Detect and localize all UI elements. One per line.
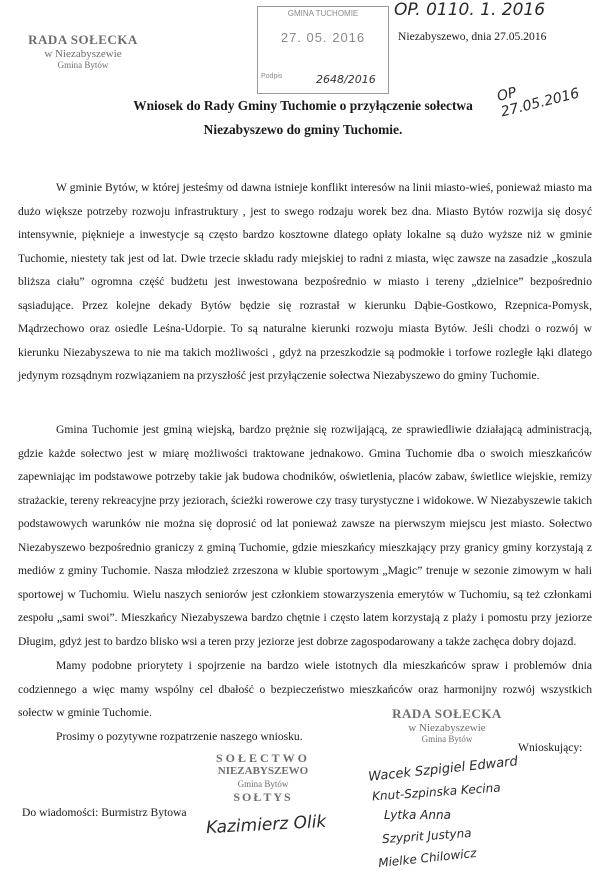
stamp-line-2: w Niezabyszewie — [408, 722, 486, 734]
body-paragraph-1: W gminie Bytów, w której jesteśmy od dawna istnieje konflikt interesów na linii miasto-wieś, ponieważ miasto ma dużo większe potrzeby rozwoju infrastruktury , jest to swego rodzaju worek bez dna. Miasto Bytów rozwija się dosyć intensywnie, pięknieje a inwestycje są często bardzo kosztowne dlatego opłaty lokalne są dużo wyższe niż w gminie Tuchomie, niestety tak jest od lat. Dwie trzecie składu rady miejskiej to radni z miasta, więc zawsze na zasadzie „koszula bliższa ciału” ogromna część budżetu jest inwestowana bezpośrednio w miasto i tereny „dzielnice” bezpośrednio sąsiadujące. Przez kolejne dekady Bytów będzie się rozrastał w kierunku Dąbie-Gostkowo, Rzepnica-Pomysk, Mądrzechowo oraz osiedle Leśna-Udorpie. To są naturalne kierunki rozwoju miasta Bytów. Jeśli chodzi o rozwój w kierunku Niezabyszewa to nie ma takich możliwości , gdyż na przeszkodzie są podmokłe i torfowe rozległe łąki dlatego jedynym rozsądnym rozwiązaniem na przyszłość jest przyłączenie sołectwa Niezabyszewo do gminy Tuchomie. — [18, 181, 592, 382]
body-paragraph-4: Prosimy o pozytywne rozpatrzenie naszego wniosku. — [56, 730, 303, 743]
handwritten-ref-side: OP 27.05.2016 — [495, 84, 581, 121]
handwritten-ref-top: OP. 0110. 1. 2016 — [394, 0, 546, 20]
reg-label: Podpis — [261, 73, 283, 80]
soltys-line-2: NIEZABYSZEWO — [217, 765, 309, 777]
soltys-signature: Kazimierz Olik — [205, 811, 327, 839]
soltys-line-4: SOŁTYS — [233, 790, 293, 804]
signature-5: Mielke Chilowicz — [377, 845, 478, 871]
place-date: Niezabyszewo, dnia 27.05.2016 — [398, 30, 547, 43]
signature-4: Szyprit Justyna — [381, 825, 472, 847]
signature-2: Knut-Szpinska Kecina — [371, 780, 502, 804]
do-wiadomosci: Do wiadomości: Burmistrz Bytowa — [22, 806, 187, 819]
signature-1: Wacek Szpigiel Edward — [367, 754, 519, 785]
soltys-stamp — [198, 752, 328, 804]
reg-number: 2648/2016 — [316, 73, 376, 86]
reg-office: GMINA TUCHOMIE — [287, 9, 359, 18]
wnioskujacy-label: Wnioskujący: — [518, 741, 583, 754]
body-paragraph-3: Mamy podobne priorytety i spojrzenie na bardzo wiele istotnych dla mieszkańców spraw i problemów dnia codziennego a więc mamy wspólny cel dbałość o bezpieczeństwo mieszkańców oraz harmonijny rozwój wszystkich sołectw w gminie Tuchomie. — [18, 659, 592, 719]
stamp-line-3: Gmina Bytów — [57, 60, 109, 70]
council-stamp-top — [18, 32, 148, 70]
stamp-line-2: w Niezabyszewie — [44, 48, 122, 60]
soltys-line-3: Gmina Bytów — [237, 779, 289, 789]
signature-3: Lytka Anna — [384, 808, 451, 822]
registration-stamp — [257, 6, 389, 94]
reg-date: 27. 05. 2016 — [280, 30, 366, 45]
document-title-line-1: Wniosek do Rady Gminy Tuchomie o przyłączenie sołectwa — [133, 98, 473, 113]
stamp-line-1: RADA SOŁECKA — [392, 706, 502, 721]
body-paragraph-2: Gmina Tuchomie jest gminą wiejską, bardzo prężnie się rozwijającą, ze sprawiedliwie działającą administracją, gdzie każde sołectwo jest w miarę możliwości traktowane jednakowo. Gmina Tuchomie dba o swoich mieszkańców zapewniając im podstawowe potrzeby takie jak budowa chodników, oświetlenia, placów zabaw, świetlice wiejskie, remizy strażackie, tereny rekreacyjne przy jeziorach, ścieżki rowerowe czy trasy turystyczne i widokowe. W Niezabyszewie takich podstawowych warunków nie można się doprosić od lat ponieważ zawsze na pierwszym miejscu jest miasto. Sołectwo Niezabyszewo bezpośrednio graniczy z gminą Tuchomie, gdzie mieszkańcy mieszkający przy granicy gminy korzystają z mediów z gminy Tuchomie. Nasza młodzież zrzeszona w klubie sportowym „Magic” trenuje w sezonie zimowym w hali sportowej w Tuchomiu. Wielu naszych seniorów jest członkiem stowarzyszenia emerytów w Tuchomiu, są też członkami zespołu „sami swoi”. Mieszkańcy Niezabyszewa bardzo chętnie i często latem korzystają z plaży i pomostu przy jeziorze Długim, gdyż jest to bardzo blisko wsi a teren przy jeziorze jest dobrze zagospodarowany a także zachęca dobry dojazd. — [18, 423, 592, 648]
document-title-line-2: Niezabyszewo do gminy Tuchomie. — [203, 122, 403, 137]
soltys-line-1: SOŁECTWO — [215, 751, 311, 765]
stamp-line-3: Gmina Bytów — [421, 734, 473, 744]
council-stamp-bottom — [382, 706, 512, 744]
stamp-line-1: RADA SOŁECKA — [28, 32, 138, 47]
